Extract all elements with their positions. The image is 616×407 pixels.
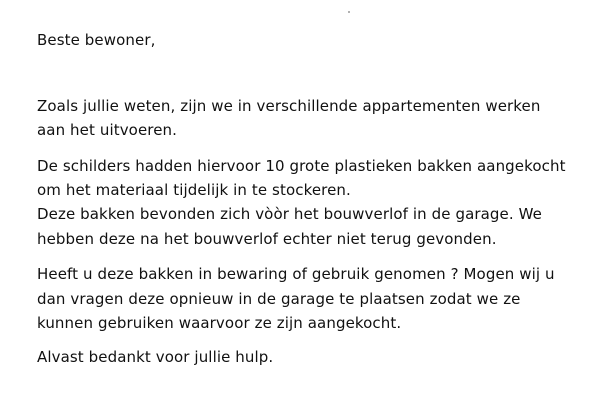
paragraph-2-line-3: Deze bakken bevonden zich vòòr het bouwverlof in de garage. We	[37, 205, 542, 223]
paragraph-2-line-2: om het materiaal tijdelijk in te stockeren.	[37, 181, 351, 199]
paragraph-3-line-2: dan vragen deze opnieuw in de garage te plaatsen zodat we ze	[37, 290, 521, 308]
paragraph-2-line-4: hebben deze na het bouwverlof echter niet terug gevonden.	[37, 230, 497, 248]
paragraph-3-line-3: kunnen gebruiken waarvoor ze zijn aangekocht.	[37, 314, 402, 332]
closing-line: Alvast bedankt voor jullie hulp.	[37, 348, 274, 366]
paragraph-2-line-1: De schilders hadden hiervoor 10 grote plastieken bakken aangekocht	[37, 157, 566, 175]
scan-speck	[348, 11, 350, 13]
paragraph-1-line-1: Zoals jullie weten, zijn we in verschillende appartementen werken	[37, 97, 541, 115]
paragraph-1-line-2: aan het uitvoeren.	[37, 121, 178, 139]
salutation: Beste bewoner,	[37, 31, 156, 49]
paragraph-3-line-1: Heeft u deze bakken in bewaring of gebruik genomen ? Mogen wij u	[37, 265, 555, 283]
